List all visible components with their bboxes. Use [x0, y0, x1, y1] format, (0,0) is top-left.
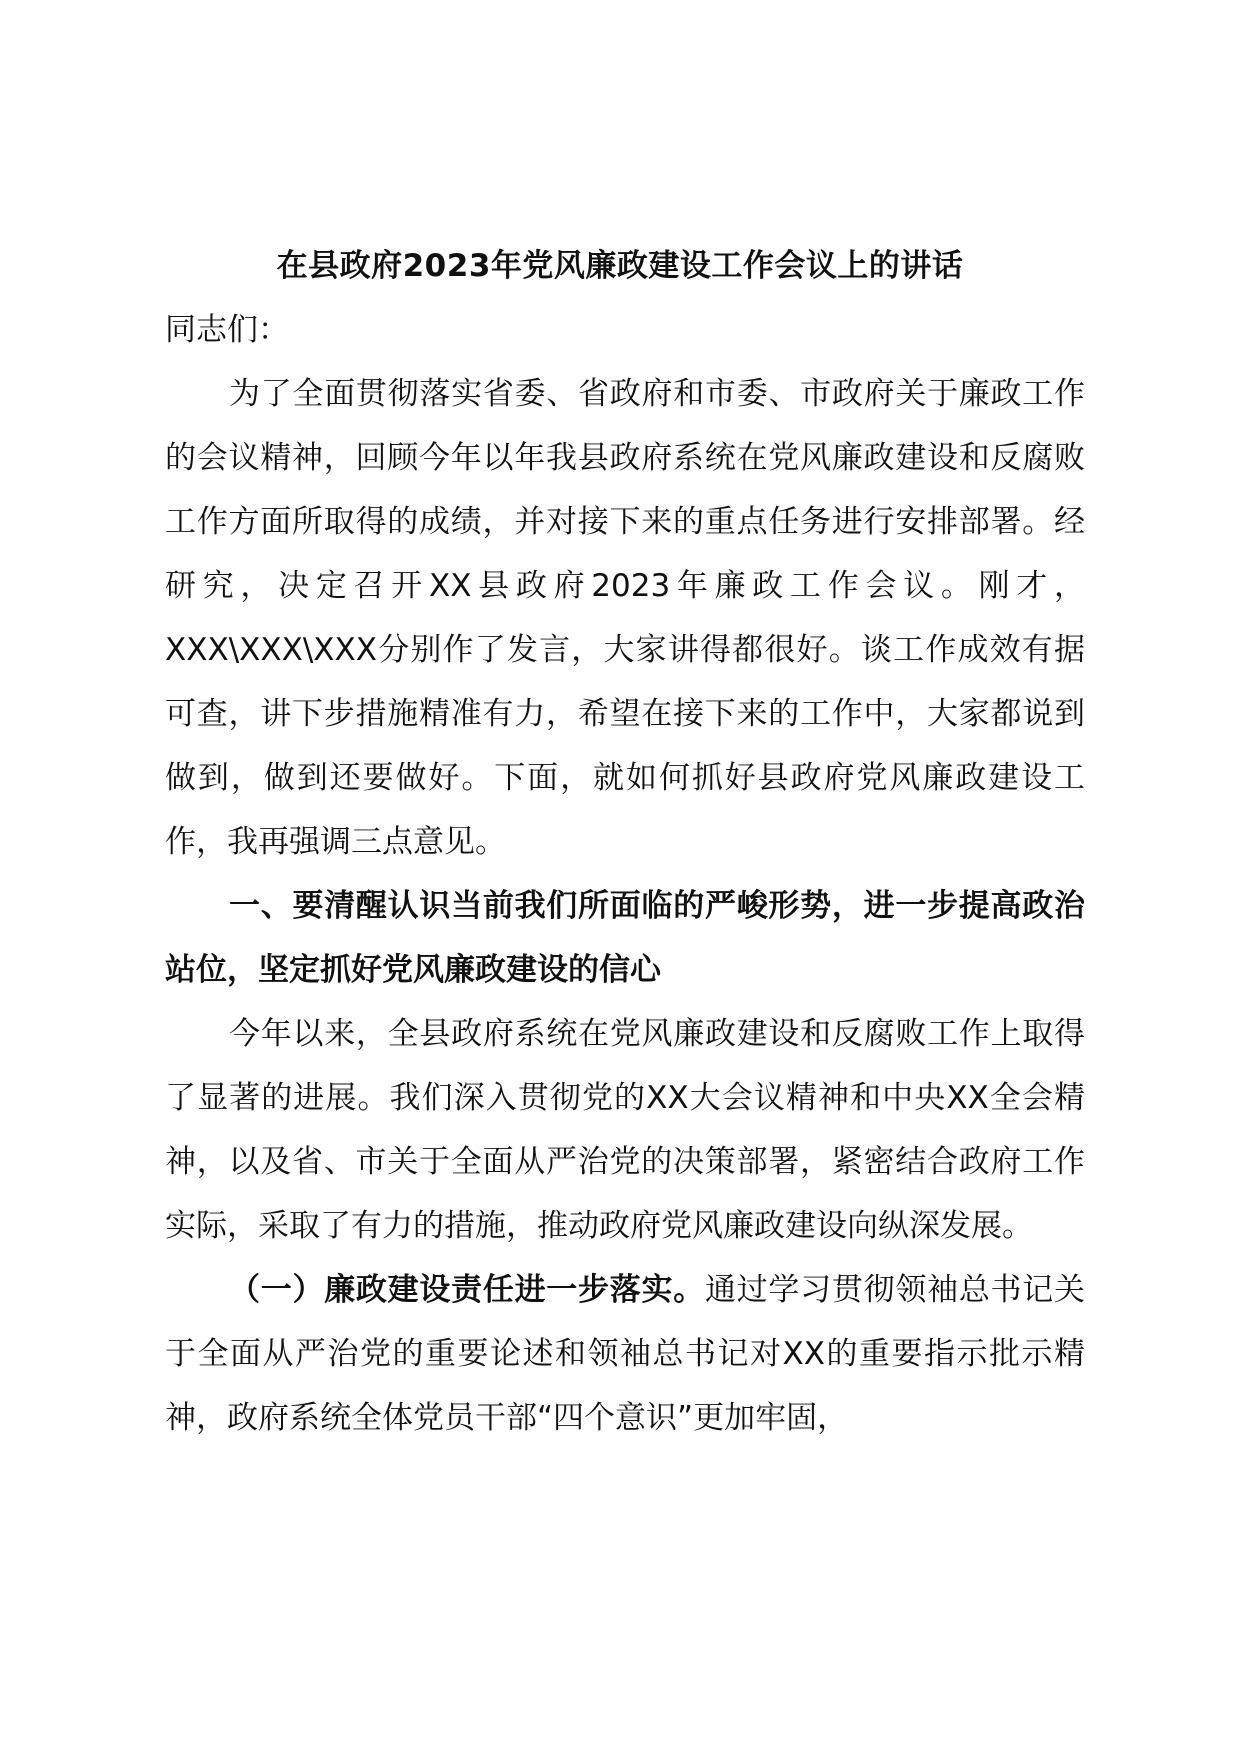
subsection-1-text: 通过学习贯彻领袖总书记关于全面从严治党的重要论述和领袖总书记对XX的重要指示批示精神，政府系统全体党员干部“四个意识”更加牢固， [165, 1272, 1086, 1436]
salutation: 同志们： [165, 312, 289, 348]
paragraph-intro: 为了全面贯彻落实省委、省政府和市委、市政府关于廉政工作的会议精神，回顾今年以年我县政府系统在党风廉政建设和反腐败工作方面所取得的成绩，并对接下来的重点任务进行安排部署。经研究，决定召开XX县政府2023年廉政工作会议。刚才，XXX\XXX\XXX分别作了发言，大家讲得都很好。谈工作成效有据可查，讲下步措施精准有力，希望在接下来的工作中，大家都说到做到，做到还要做好。下面，就如何抓好县政府党风廉政建设工作，我再强调三点意见。 [165, 376, 1085, 860]
paragraph-progress: 今年以来，全县政府系统在党风廉政建设和反腐败工作上取得了显著的进展。我们深入贯彻党的XX大会议精神和中央XX全会精神，以及省、市关于全面从严治党的决策部署，紧密结合政府工作实际，采取了有力的措施，推动政府党风廉政建设向纵深发展。 [165, 1016, 1085, 1244]
subsection-1 [165, 1258, 1085, 1450]
document-title: 在县政府2023年党风廉政建设工作会议上的讲话 [276, 248, 964, 284]
document-body [165, 298, 1085, 1450]
section-heading-1: 一、要清醒认识当前我们所面临的严峻形势，进一步提高政治站位，坚定抓好党风廉政建设的信心 [165, 888, 1085, 988]
subsection-1-lead: （一）廉政建设责任进一步落实。 [229, 1272, 705, 1308]
